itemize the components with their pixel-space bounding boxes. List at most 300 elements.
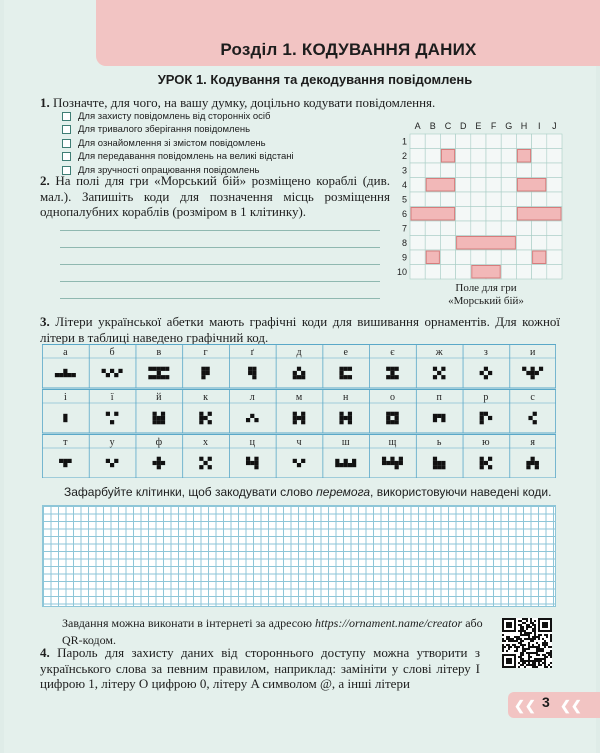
qr-module [540, 660, 542, 662]
field-cell [471, 207, 486, 222]
field-cell [410, 163, 425, 178]
row-label: 10 [396, 266, 407, 277]
letter-label: м [295, 392, 303, 403]
qr-module [530, 622, 532, 624]
qr-module [530, 646, 532, 648]
qr-module [534, 660, 536, 662]
column-label: I [537, 121, 541, 131]
qr-module [534, 646, 536, 648]
field-cell [501, 192, 516, 207]
glyph-pixel [352, 463, 356, 467]
glyph-pixel [293, 412, 297, 416]
glyph-pixel [395, 412, 399, 416]
field-cell [532, 134, 547, 149]
glyph-pixel [106, 373, 110, 377]
qr-module [504, 646, 506, 648]
row-label: 3 [401, 165, 407, 176]
qr-module [532, 636, 534, 638]
glyph-pixel [199, 465, 203, 469]
qr-module [542, 650, 544, 652]
caption-line: «Морський бій» [448, 295, 524, 307]
qr-module [524, 618, 526, 620]
ship [517, 150, 530, 163]
glyph-pixel [157, 367, 161, 371]
glyph-pixel [480, 457, 484, 461]
glyph-pixel [208, 465, 212, 469]
glyph-pixel [433, 367, 437, 371]
field-cell [440, 221, 455, 236]
qr-module [538, 658, 540, 660]
qr-module [534, 626, 536, 628]
glyph-pixel [386, 375, 390, 379]
glyph-pixel [161, 367, 165, 371]
glyph-pixel [254, 457, 258, 461]
letter-label: ь [436, 437, 442, 448]
glyph-pixel [246, 418, 250, 422]
option-label: Для захисту повідомлень від сторонніх осіб [78, 110, 271, 122]
column-label: H [520, 121, 528, 131]
letter-label: у [109, 437, 115, 448]
answer-line[interactable] [60, 214, 380, 231]
field-cell [516, 236, 531, 251]
qr-module [518, 638, 520, 640]
qr-module [544, 644, 546, 646]
field-cell [501, 178, 516, 193]
field-cell [486, 134, 501, 149]
field-cell [456, 149, 471, 164]
field-cell [440, 163, 455, 178]
qr-module [530, 632, 532, 634]
glyph-pixel [301, 416, 305, 420]
glyph-pixel [437, 371, 441, 375]
qr-module [548, 652, 550, 654]
qr-module [544, 662, 546, 664]
glyph-pixel [63, 459, 67, 463]
q1-option[interactable] [62, 110, 294, 122]
field-cell [516, 134, 531, 149]
qr-module [542, 644, 544, 646]
row-label: 4 [401, 179, 407, 190]
qr-module [506, 636, 508, 638]
glyph-pixel [161, 412, 165, 416]
qr-module [514, 650, 516, 652]
qr-module [518, 624, 520, 626]
qr-module [544, 654, 546, 656]
qr-module [526, 664, 528, 666]
glyph-pixel [161, 416, 165, 420]
qr-module [540, 658, 542, 660]
column-label: C [444, 121, 452, 131]
qr-module [524, 648, 526, 650]
column-label: J [552, 121, 557, 131]
qr-module [506, 650, 508, 652]
letter-label: я [530, 437, 535, 448]
qr-module [522, 628, 524, 630]
qr-module [538, 634, 540, 636]
qr-module [546, 666, 548, 668]
qr-module [550, 654, 552, 656]
qr-module [540, 634, 542, 636]
qr-module [528, 658, 530, 660]
column-label: B [429, 121, 436, 131]
qr-module [526, 648, 528, 650]
qr-module [502, 634, 504, 636]
q1-option[interactable] [62, 137, 294, 149]
glyph-pixel [199, 412, 203, 416]
glyph-pixel [352, 459, 356, 463]
letter-label: т [63, 437, 68, 448]
glyph-pixel [437, 461, 441, 465]
q1-options [62, 110, 294, 178]
field-cell [516, 250, 531, 265]
qr-module [550, 656, 552, 658]
glyph-pixel [390, 367, 394, 371]
glyph-pixel [348, 420, 352, 424]
qr-module [546, 656, 548, 658]
field-cell [501, 221, 516, 236]
glyph-pixel [157, 416, 161, 420]
letter-label: і [63, 392, 67, 403]
field-cell [410, 265, 425, 280]
instruction-text: Зафарбуйте клітинки, щоб закодувати слово [64, 485, 317, 499]
qr-module [536, 652, 538, 654]
glyph-pixel [344, 367, 348, 371]
qr-module [524, 622, 526, 624]
qr-module [538, 664, 540, 666]
letter-label: б [109, 347, 115, 358]
letter-label: к [203, 392, 208, 403]
glyph-pixel [208, 457, 212, 461]
question-number: 4. [40, 645, 50, 660]
qr-module [526, 618, 528, 620]
glyph-pixel [59, 459, 63, 463]
glyph-pixel [102, 369, 106, 373]
qr-module [544, 642, 546, 644]
glyph-pixel [339, 416, 343, 420]
field-cell [425, 192, 440, 207]
qr-module [520, 624, 522, 626]
qr-module [550, 638, 552, 640]
qr-module [550, 666, 552, 668]
glyph-pixel [301, 459, 305, 463]
qr-module [548, 664, 550, 666]
glyph-pixel [157, 465, 161, 469]
qr-module [538, 638, 540, 640]
field-cell [486, 207, 501, 222]
checkbox[interactable] [62, 112, 71, 121]
qr-module [508, 636, 510, 638]
field-cell [547, 265, 562, 280]
glyph-pixel [161, 420, 165, 424]
chevron-left-icon: ❮❮ [560, 698, 582, 713]
glyph-pixel [72, 373, 76, 377]
qr-module [526, 638, 528, 640]
field-cell [471, 178, 486, 193]
field-cell [532, 192, 547, 207]
glyph-pixel [114, 459, 118, 463]
qr-module [524, 666, 526, 668]
workbook-page [4, 0, 596, 753]
qr-module [538, 650, 540, 652]
glyph-pixel [254, 418, 258, 422]
glyph-pixel [254, 465, 258, 469]
field-cell [547, 221, 562, 236]
glyph-pixel [390, 420, 394, 424]
qr-module [550, 650, 552, 652]
letter-label: г [203, 347, 208, 358]
field-cell [425, 134, 440, 149]
glyph-pixel [395, 416, 399, 420]
glyph-pixel [433, 465, 437, 469]
question-text: Літери української абетки мають графічні коди для вишивання орнаментів. Для кожної літери в таблиці наведено графічний код. [40, 314, 561, 345]
glyph-pixel [335, 459, 339, 463]
question-number: 3. [40, 314, 50, 329]
glyph-pixel [110, 420, 114, 424]
glyph-pixel [488, 416, 492, 420]
qr-module [508, 638, 510, 640]
column-label: G [505, 121, 513, 131]
field-cell [547, 134, 562, 149]
qr-module [532, 660, 534, 662]
qr-module [524, 630, 526, 632]
qr-module [534, 666, 536, 668]
qr-module [528, 664, 530, 666]
ship [472, 266, 500, 279]
row-label: 1 [401, 136, 407, 147]
qr-module [532, 662, 534, 664]
qr-module [520, 664, 522, 666]
qr-module [522, 654, 524, 656]
glyph-pixel [441, 418, 445, 422]
qr-module [520, 656, 522, 658]
qr-module [512, 644, 514, 646]
glyph-pixel [206, 371, 210, 375]
letter-label: щ [388, 437, 397, 448]
glyph-pixel [252, 367, 256, 371]
glyph-pixel [531, 371, 535, 375]
field-cell [471, 250, 486, 265]
qr-module [542, 642, 544, 644]
glyph-pixel [386, 416, 390, 420]
qr-module [534, 636, 536, 638]
qr-module [536, 660, 538, 662]
glyph-pixel [480, 420, 484, 424]
qr-module [534, 662, 536, 664]
qr-module [550, 636, 552, 638]
coloring-grid[interactable] [42, 505, 556, 607]
qr-module [516, 636, 518, 638]
glyph-pixel [110, 369, 114, 373]
qr-module [508, 640, 510, 642]
qr-module [522, 634, 524, 636]
page-number: 3 [542, 694, 550, 710]
qr-module [538, 654, 540, 656]
qr-module [538, 636, 540, 638]
answer-line[interactable] [60, 265, 380, 282]
qr-module [524, 662, 526, 664]
glyph-pixel [433, 461, 437, 465]
glyph-pixel [157, 420, 161, 424]
glyph-pixel [246, 457, 250, 461]
qr-module [520, 620, 522, 622]
qr-module [518, 656, 520, 658]
question-text: Позначте, для чого, на вашу думку, доцільно кодувати повідомлення. [53, 95, 436, 110]
glyph-pixel [437, 465, 441, 469]
row-label: 8 [401, 237, 407, 248]
qr-module [550, 652, 552, 654]
qr-module [524, 644, 526, 646]
qr-module [520, 634, 522, 636]
qr-module [536, 650, 538, 652]
glyph-pixel [301, 375, 305, 379]
field-cell [456, 265, 471, 280]
answer-line[interactable] [60, 231, 380, 248]
field-cell [440, 250, 455, 265]
glyph-pixel [201, 375, 205, 379]
glyph-pixel [199, 416, 203, 420]
glyph-pixel [484, 375, 488, 379]
question-text: Пароль для захисту даних від стороннього доступу можна утворити з українського слова за певним правилом, наприклад: замініти у слові літеру I цифрою 1, літеру O цифрою 0, літеру A символом @, а інші літери [40, 645, 481, 691]
qr-code[interactable] [502, 618, 552, 668]
field-cell [471, 149, 486, 164]
row-label: 6 [401, 208, 407, 219]
note-url[interactable]: https://ornament.name/creator [314, 616, 463, 630]
glyph-pixel [203, 416, 207, 420]
glyph-pixel [199, 420, 203, 424]
qr-module [532, 628, 534, 630]
glyph-pixel [539, 367, 543, 371]
field-cell [456, 178, 471, 193]
qr-module [520, 640, 522, 642]
question-number: 1. [40, 95, 50, 110]
qr-module [512, 640, 514, 642]
glyph-pixel [335, 463, 339, 467]
field-cell [547, 236, 562, 251]
qr-module [518, 636, 520, 638]
qr-module [510, 638, 512, 640]
glyph-pixel [348, 412, 352, 416]
glyph-pixel [252, 375, 256, 379]
ship [426, 251, 439, 264]
field-cell [410, 192, 425, 207]
qr-module [536, 642, 538, 644]
field-cell [456, 221, 471, 236]
letter-label: ц [249, 437, 255, 448]
glyph-pixel [201, 371, 205, 375]
battleship-caption [406, 282, 566, 308]
q1-option[interactable] [62, 151, 294, 163]
glyph-pixel [344, 463, 348, 467]
qr-module [530, 640, 532, 642]
qr-module [520, 652, 522, 654]
glyph-pixel [301, 420, 305, 424]
glyph-pixel [433, 414, 437, 418]
field-cell [547, 250, 562, 265]
row-label: 9 [401, 252, 407, 263]
answer-line[interactable] [60, 282, 380, 299]
qr-module [534, 620, 536, 622]
field-cell [456, 192, 471, 207]
checkbox[interactable] [62, 152, 71, 161]
battleship-field [394, 118, 564, 280]
field-cell [471, 192, 486, 207]
field-cell [532, 163, 547, 178]
glyph-pixel [293, 420, 297, 424]
qr-module [528, 646, 530, 648]
glyph-pixel [344, 375, 348, 379]
answer-line[interactable] [60, 248, 380, 265]
qr-module [522, 664, 524, 666]
qr-module [514, 636, 516, 638]
qr-module [520, 630, 522, 632]
glyph-pixel [390, 457, 394, 461]
qr-module [506, 644, 508, 646]
qr-module [546, 652, 548, 654]
qr-module [520, 644, 522, 646]
qr-module [520, 628, 522, 630]
checkbox[interactable] [62, 139, 71, 148]
qr-module [522, 648, 524, 650]
row-label: 7 [401, 223, 407, 234]
checkbox[interactable] [62, 125, 71, 134]
field-cell [425, 265, 440, 280]
glyph-pixel [157, 457, 161, 461]
glyph-pixel [153, 375, 157, 379]
qr-module [520, 642, 522, 644]
glyph-pixel [535, 465, 539, 469]
field-cell [501, 265, 516, 280]
qr-module [534, 624, 536, 626]
qr-module [502, 648, 504, 650]
qr-module [536, 654, 538, 656]
glyph-pixel [395, 420, 399, 424]
question-2 [40, 173, 390, 220]
field-cell [516, 265, 531, 280]
glyph-pixel [339, 463, 343, 467]
letter-label: о [389, 392, 395, 403]
qr-module [540, 664, 542, 666]
field-cell [547, 149, 562, 164]
qr-module [530, 638, 532, 640]
field-cell [516, 163, 531, 178]
answer-lines[interactable] [60, 214, 380, 299]
qr-module [510, 646, 512, 648]
field-cell [440, 192, 455, 207]
letter-label: а [63, 347, 68, 358]
qr-module [536, 648, 538, 650]
qr-module [518, 666, 520, 668]
qr-module [524, 634, 526, 636]
glyph-pixel [441, 367, 445, 371]
letter-label: д [296, 347, 302, 358]
qr-module [522, 652, 524, 654]
qr-module [528, 648, 530, 650]
field-cell [456, 134, 471, 149]
glyph-pixel [395, 465, 399, 469]
glyph-pixel [535, 371, 539, 375]
glyph-pixel [297, 367, 301, 371]
qr-module [538, 646, 540, 648]
q1-option[interactable] [62, 124, 294, 136]
qr-module [522, 650, 524, 652]
glyph-pixel [348, 367, 352, 371]
glyph-pixel [63, 373, 67, 377]
qr-module [544, 656, 546, 658]
qr-module [528, 652, 530, 654]
qr-module [522, 660, 524, 662]
field-cell [501, 134, 516, 149]
field-cell [532, 236, 547, 251]
